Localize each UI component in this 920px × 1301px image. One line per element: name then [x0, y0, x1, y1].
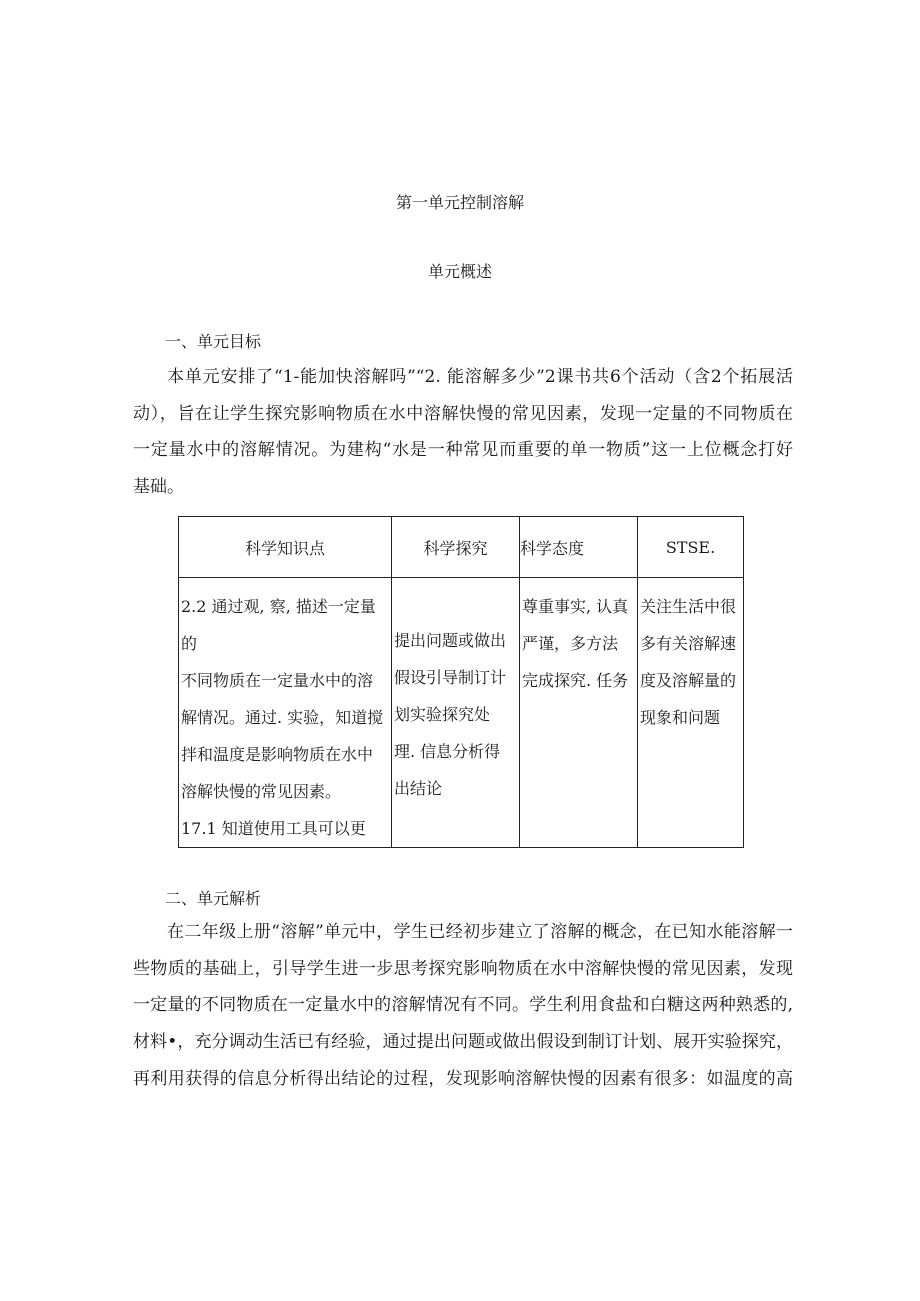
- table-header-cell: 科学态度: [520, 517, 638, 578]
- table-header-cell: STSE.: [638, 517, 744, 578]
- cell-line: 度及溶解量的: [640, 671, 737, 690]
- section-heading-goals: 一、单元目标: [165, 332, 262, 351]
- cell-text: [392, 578, 519, 807]
- paragraph-line: 在二年级上册“溶解”单元中，学生已经初步建立了溶解的概念，在已知水能溶解一: [167, 922, 793, 942]
- table-row: [179, 578, 744, 848]
- table-header-cell: 科学知识点: [179, 517, 392, 578]
- cell-line: 完成探究. 任务: [522, 671, 629, 690]
- cell-line: 解情况。通过. 实验，知道搅: [181, 708, 384, 727]
- cell-line: 划实验探究处: [394, 705, 491, 724]
- cell-line: 现象和问题: [640, 708, 721, 727]
- section-paragraph-analysis: [133, 914, 793, 1098]
- paragraph-line: 一定量的不同物质在一定量水中的溶解情况有不同。学生利用食盐和白糖这两种熟悉的,: [133, 995, 793, 1016]
- cell-text: [179, 578, 391, 847]
- cell-line: 假设引导制订计: [394, 668, 507, 687]
- cell-line: 出结论: [394, 779, 443, 798]
- table-cell-stse: [638, 578, 744, 848]
- paragraph-line: 本单元安排了“1-能加快溶解吗”“2. 能溶解多少”2课书共6个活动（含2个拓展活: [167, 367, 793, 387]
- cell-text: [638, 578, 743, 736]
- cell-line: 多有关溶解速: [640, 634, 737, 653]
- table-cell-inquiry: [392, 578, 520, 848]
- table-cell-attitude: [520, 578, 638, 848]
- section-heading-analysis: 二、单元解析: [165, 889, 262, 908]
- science-standards-table: [178, 516, 744, 848]
- table-cell-knowledge: [179, 578, 392, 848]
- page-subtitle: 单元概述: [427, 262, 492, 281]
- paragraph-line: 动），旨在让学生探究影响物质在水中溶解快慢的常见因素，发现一定量的不同物质在: [133, 403, 793, 424]
- section-paragraph-goals: [133, 359, 793, 506]
- cell-line: 2.2 通过观, 察, 描述一定量的: [181, 597, 376, 653]
- table-header-row: [179, 517, 744, 578]
- paragraph-line: 再利用获得的信息分析得出结论的过程，发现影响溶解快慢的因素有很多：如温度的高: [133, 1068, 793, 1089]
- cell-line: 严谨，多方法: [522, 634, 619, 653]
- cell-line: 关注生活中很: [640, 597, 737, 616]
- cell-line: 17.1 知道使用工具可以更: [181, 819, 366, 838]
- cell-line: 理. 信息分析得: [394, 742, 501, 761]
- table-header-cell: 科学探究: [392, 517, 520, 578]
- page-title: 第一单元控制溶解: [395, 193, 524, 212]
- paragraph-line: 些物质的基础上，引导学生进一步思考探究影响物质在水中溶解快慢的常见因素，发现: [133, 958, 793, 979]
- paragraph-line: 基础。: [133, 477, 184, 498]
- paragraph-line: 材料•，充分调动生活已有经验，通过提出问题或做出假设到制订计划、展开实验探究，: [133, 1032, 793, 1053]
- cell-text: [520, 578, 637, 699]
- cell-line: 不同物质在一定量水中的溶: [181, 671, 374, 690]
- cell-line: 尊重事实, 认真: [522, 597, 629, 616]
- paragraph-line: 一定量水中的溶解情况。为建构“水是一种常见而重要的单一物质”这一上位概念打好: [133, 440, 793, 461]
- cell-line: 溶解快慢的常见因素。: [181, 782, 342, 801]
- cell-line: 拌和温度是影响物质在水中: [181, 745, 374, 764]
- cell-line: 提出问题或做出: [394, 631, 507, 650]
